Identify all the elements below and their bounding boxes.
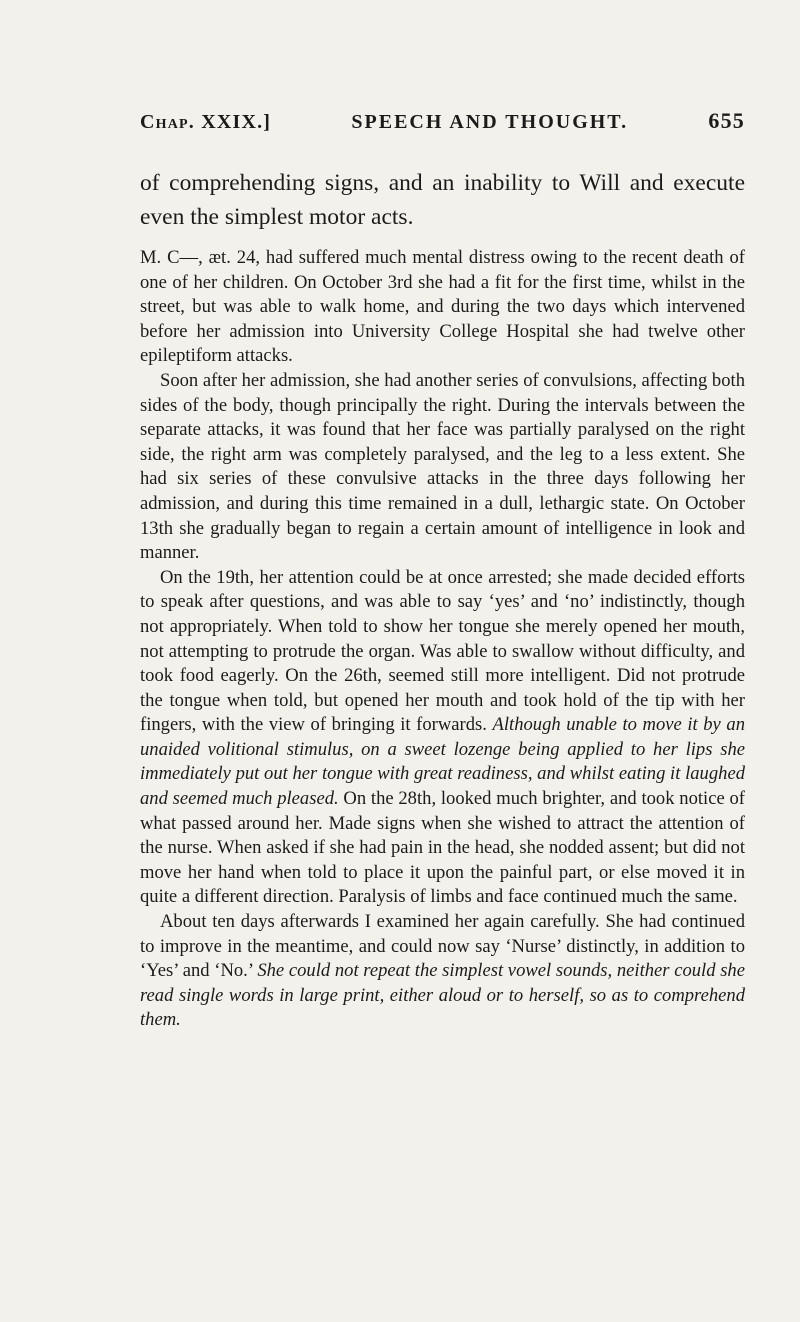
paragraph-text: Soon after her admission, she had another series of convulsions, affecting both sides of the body, though principally the right. During the intervals between the separate attacks, it was found that her face was partially paralysed on the right side, the right arm was completely paralysed, and the leg to a less extent. She had six series of these convulsive attacks in the three days following her admission, and during this time remained in a dull, lethargic state. On October 13th she gradually began to regain a certain amount of intelligence in look and manner. [140,369,745,564]
paragraph-text: About ten days afterwards I examined her again carefully. She had continued to improve in the meantime, and could now say ‘Nurse’ distinctly, in addition to ‘Yes’ and ‘No.’ [140,911,745,982]
paragraph-text: M. C—, æt. 24, had suffered much mental distress owing to the recent death of one of her children. On October 3rd she had a fit for the first time, whilst in the street, but was able to walk home, and during the two days which intervened before her admission into University College Hospital she had twelve other epileptiform attacks. [140,247,745,367]
paragraph-1 [140,246,745,369]
lead-text-block [140,166,745,234]
paragraph-text: On the 19th, her attention could be at once arrested; she made decided efforts to speak after questions, and was able to say ‘yes’ and ‘no’ indistinctly, though not appropriately. When told to show her tongue she merely opened her mouth, not attempting to protrude the organ. Was able to swallow without difficulty, and took food eagerly. On the 26th, seemed still more intelligent. Did not protrude the tongue when told, but opened her mouth and took hold of the tip with her fingers, with the view of bringing it forwards. [140,566,745,736]
paragraph-4 [140,910,745,1033]
chapter-label: Chap. XXIX.] [140,111,272,133]
italic-passage: Although unable to move it by an unaided volitional stimulus, on a sweet lozenge being applied to her lips she immediately put out her tongue with great readiness, and whilst eating it laughed and seemed much pleased. [140,714,745,810]
case-report [140,246,745,1033]
paragraph-text: On the 28th, looked much brighter, and took notice of what passed around her. Made signs when she wished to attract the attention of the nurse. When asked if she had pain in the head, she nodded assent; but did not move her hand when told to place it upon the painful part, or else moved it in quite a different direction. Paralysis of limbs and face continued much the same. [140,788,745,908]
running-header [140,108,745,134]
paragraph-3 [140,566,745,910]
lead-paragraph: of comprehending signs, and an inability to Will and execute even the simplest motor acts. [140,170,745,230]
running-title: SPEECH AND THOUGHT. [351,111,629,133]
italic-passage: She could not repeat the simplest vowel sounds, neither could she read single words in large print, either aloud or to herself, so as to comprehend them. [140,960,745,1031]
paragraph-2 [140,369,745,566]
page-number: 655 [708,108,745,133]
